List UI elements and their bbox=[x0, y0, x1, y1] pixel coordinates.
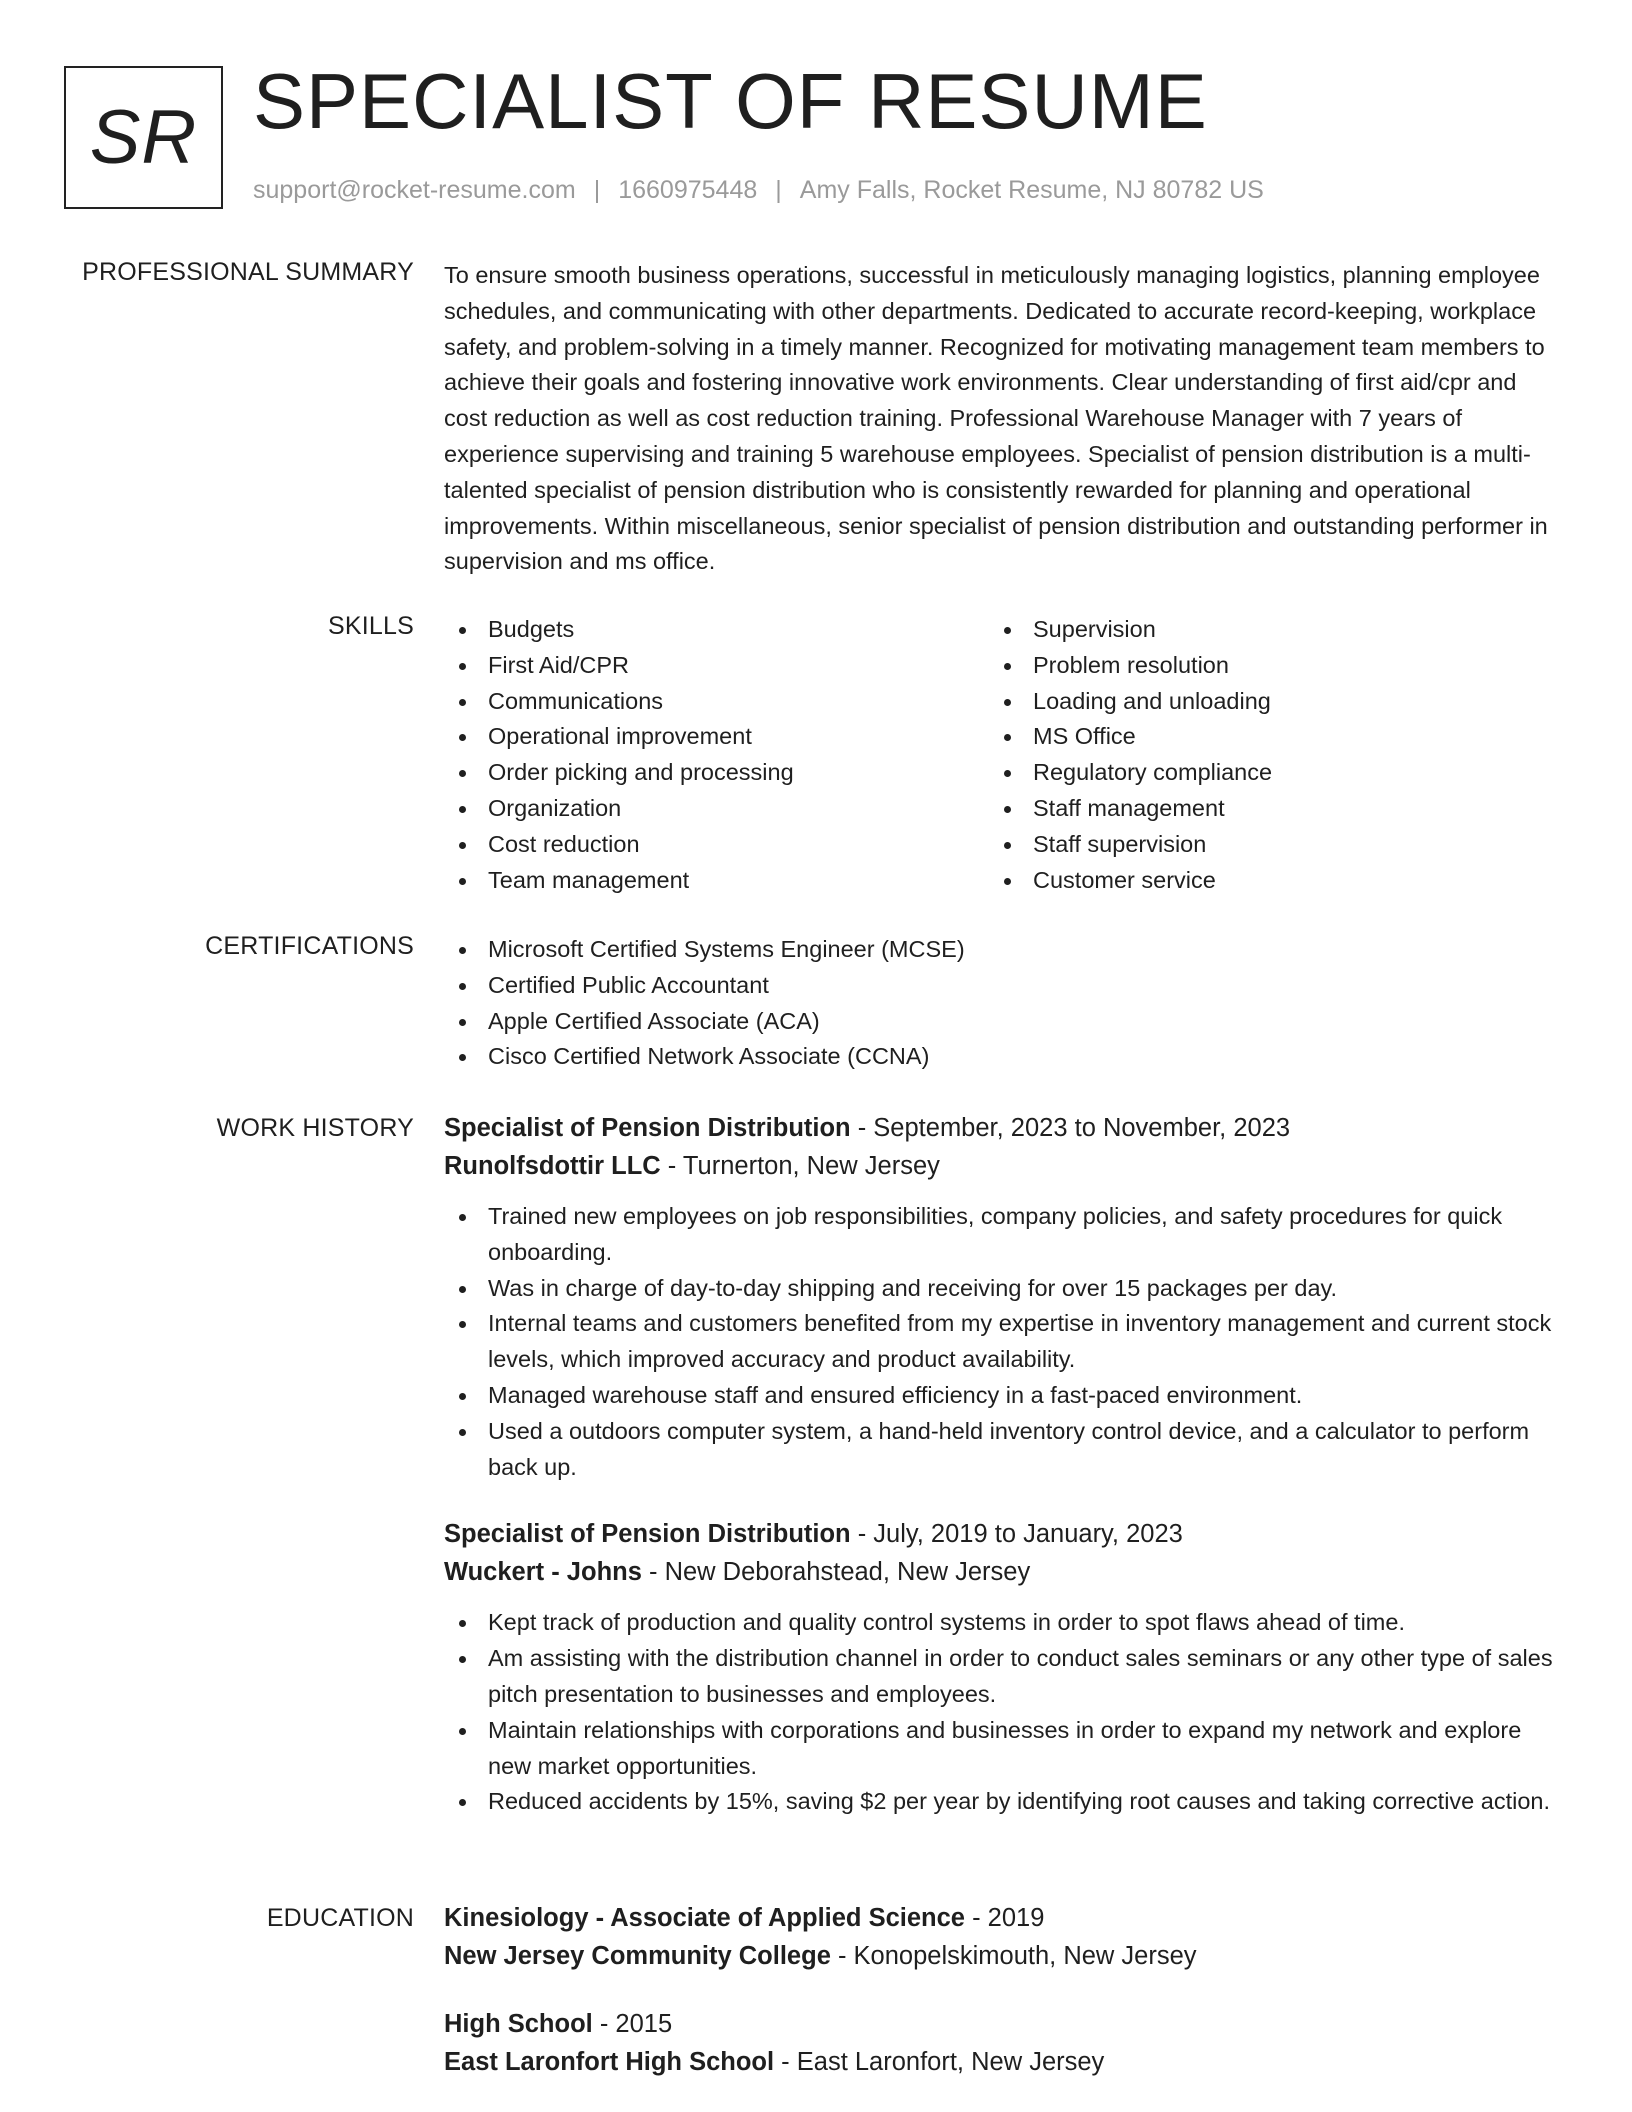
certification-item: Apple Certified Associate (ACA) bbox=[444, 1004, 1564, 1040]
section-label-certifications: CERTIFICATIONS bbox=[205, 932, 414, 960]
job-bullets bbox=[444, 1199, 1564, 1485]
skill-item: Organization bbox=[444, 791, 989, 827]
certification-item: Microsoft Certified Systems Engineer (MCSE) bbox=[444, 932, 1564, 968]
summary-text: To ensure smooth business operations, successful in meticulously managing logistics, planning employee schedules, and communicating with other departments. Dedicated to accurate record-keeping, workplace safety, and problem-solving in a timely manner. Recognized for motivating management team members to achieve their goals and fostering innovative work environments. Clear understanding of first aid/cpr and cost reduction as well as cost reduction training. Professional Warehouse Manager with 7 years of experience supervising and training 5 warehouse employees. Specialist of pension distribution is a multi-talented specialist of pension distribution who is consistently rewarded for planning and operational improvements. Within miscellaneous, senior specialist of pension distribution and outstanding performer in supervision and ms office. bbox=[444, 262, 1548, 575]
contact-phone[interactable]: 1660975448 bbox=[618, 176, 758, 204]
skill-item: Problem resolution bbox=[989, 648, 1534, 684]
skill-item: Order picking and processing bbox=[444, 755, 989, 791]
education-degree: High School bbox=[444, 2010, 593, 2038]
education-degree-line bbox=[444, 2005, 1564, 2043]
contact-line bbox=[253, 176, 1264, 205]
skills-grid bbox=[444, 612, 1564, 898]
job-bullet: Internal teams and customers benefited from my expertise in inventory management and current stock levels, which improved accuracy and product availability. bbox=[444, 1306, 1564, 1378]
contact-address: Amy Falls, Rocket Resume, NJ 80782 US bbox=[799, 176, 1264, 204]
education-school-line bbox=[444, 1937, 1564, 1975]
education-degree: Kinesiology - Associate of Applied Science bbox=[444, 1904, 965, 1932]
job-company-line bbox=[444, 1553, 1564, 1591]
job-location: - New Deborahstead, New Jersey bbox=[641, 1558, 1031, 1587]
job-title-line bbox=[444, 1515, 1564, 1553]
job-company-line bbox=[444, 1147, 1564, 1185]
skills-list-right bbox=[989, 612, 1534, 898]
skill-item: Loading and unloading bbox=[989, 684, 1534, 720]
candidate-name: SPECIALIST OF RESUME bbox=[253, 57, 1208, 145]
job-location: - Turnerton, New Jersey bbox=[660, 1152, 940, 1180]
contact-email[interactable]: support@rocket-resume.com bbox=[253, 176, 576, 204]
job-bullet: Maintain relationships with corporations and businesses in order to expand my network and explore new market opportunities. bbox=[444, 1713, 1564, 1785]
education-entry bbox=[444, 2005, 1564, 2081]
skill-item: Budgets bbox=[444, 612, 989, 648]
job-bullet: Managed warehouse staff and ensured efficiency in a fast-paced environment. bbox=[444, 1378, 1564, 1414]
job-title: Specialist of Pension Distribution bbox=[444, 1114, 851, 1142]
skill-item: Operational improvement bbox=[444, 719, 989, 755]
skill-item: First Aid/CPR bbox=[444, 648, 989, 684]
job-bullet: Am assisting with the distribution channel in order to conduct sales seminars or any other type of sales pitch presentation to businesses and employees. bbox=[444, 1641, 1564, 1713]
job-title: Specialist of Pension Distribution bbox=[444, 1520, 851, 1549]
section-label-education: EDUCATION bbox=[266, 1904, 414, 1932]
section-label-summary: PROFESSIONAL SUMMARY bbox=[82, 258, 414, 286]
job-dates: - July, 2019 to January, 2023 bbox=[850, 1520, 1183, 1549]
job-bullet: Kept track of production and quality control systems in order to spot flaws ahead of time. bbox=[444, 1605, 1564, 1641]
job-entry bbox=[444, 1515, 1564, 1820]
job-company: Runolfsdottir LLC bbox=[444, 1152, 661, 1180]
certification-item: Certified Public Accountant bbox=[444, 968, 1564, 1004]
monogram-box bbox=[64, 66, 223, 209]
skill-item: Supervision bbox=[989, 612, 1534, 648]
monogram-initials: SR bbox=[89, 95, 198, 180]
skill-item: Team management bbox=[444, 863, 989, 899]
job-dates: - September, 2023 to November, 2023 bbox=[850, 1114, 1291, 1142]
skill-item: Cost reduction bbox=[444, 827, 989, 863]
skill-item: Regulatory compliance bbox=[989, 755, 1534, 791]
education-school-line bbox=[444, 2043, 1564, 2081]
skill-item: Staff supervision bbox=[989, 827, 1534, 863]
education-year: - 2015 bbox=[592, 2010, 673, 2038]
section-label-work-history: WORK HISTORY bbox=[216, 1114, 414, 1142]
job-company: Wuckert - Johns bbox=[444, 1558, 642, 1587]
skill-item: Customer service bbox=[989, 863, 1534, 899]
certifications-list bbox=[444, 932, 1564, 1075]
education-year: - 2019 bbox=[964, 1904, 1045, 1932]
job-bullet: Reduced accidents by 15%, saving $2 per year by identifying root causes and taking corrective action. bbox=[444, 1784, 1564, 1820]
contact-separator: | bbox=[593, 176, 601, 204]
skill-item: Staff management bbox=[989, 791, 1534, 827]
education-school: East Laronfort High School bbox=[444, 2048, 775, 2076]
skill-item: Communications bbox=[444, 684, 989, 720]
job-title-line bbox=[444, 1109, 1564, 1147]
job-bullet: Trained new employees on job responsibilities, company policies, and safety procedures for quick onboarding. bbox=[444, 1199, 1564, 1271]
section-label-skills: SKILLS bbox=[328, 612, 414, 640]
work-history-body bbox=[444, 1109, 1564, 1820]
education-location: - Konopelskimouth, New Jersey bbox=[830, 1942, 1197, 1970]
education-location: - East Laronfort, New Jersey bbox=[774, 2048, 1105, 2076]
certifications-body bbox=[444, 932, 1564, 1075]
skills-list-left bbox=[444, 612, 989, 898]
skill-item: MS Office bbox=[989, 719, 1534, 755]
certification-item: Cisco Certified Network Associate (CCNA) bbox=[444, 1039, 1564, 1075]
job-bullet: Used a outdoors computer system, a hand-held inventory control device, and a calculator to perform back up. bbox=[444, 1414, 1564, 1486]
contact-separator: | bbox=[775, 176, 782, 204]
job-bullets bbox=[444, 1605, 1564, 1820]
education-degree-line bbox=[444, 1899, 1564, 1937]
job-entry bbox=[444, 1109, 1564, 1485]
education-body bbox=[444, 1899, 1564, 2081]
education-entry bbox=[444, 1899, 1564, 1975]
education-school: New Jersey Community College bbox=[444, 1942, 831, 1970]
job-bullet: Was in charge of day-to-day shipping and receiving for over 15 packages per day. bbox=[444, 1271, 1564, 1307]
